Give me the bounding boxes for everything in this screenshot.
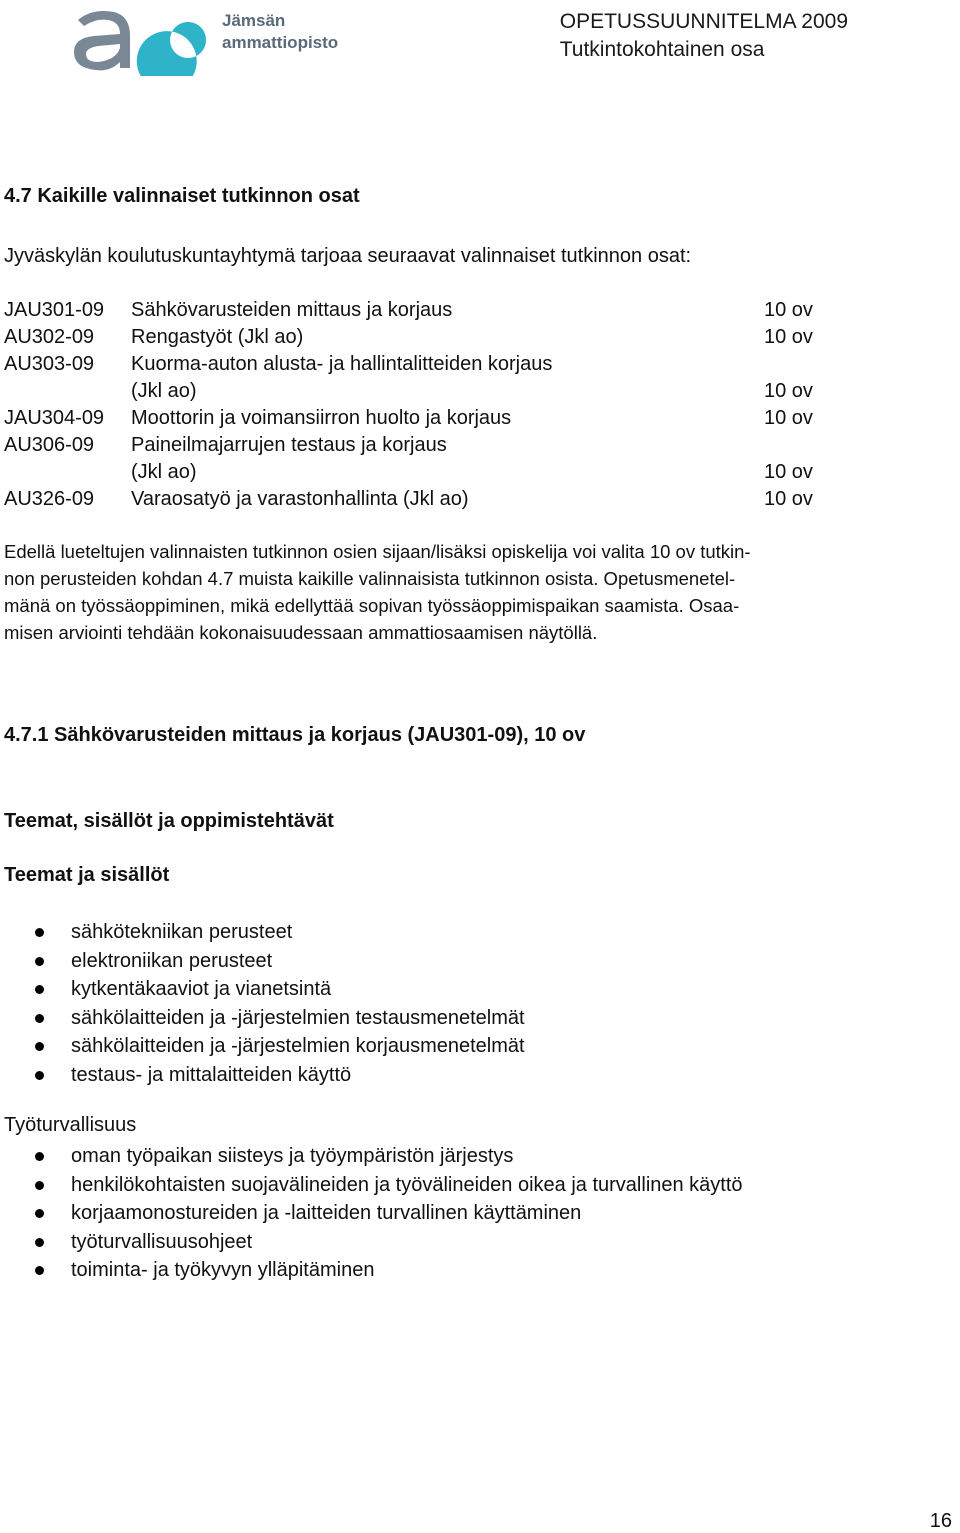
list-item [0, 1004, 525, 1033]
course-code: AU303-09 [4, 353, 95, 375]
course-row [0, 324, 960, 351]
course-row [0, 432, 960, 486]
course-credits: 10 ov [764, 461, 813, 483]
themes-heading: Teemat, sisällöt ja oppimistehtävät [4, 810, 334, 832]
list-item-text: testaus- ja mittalaitteiden käyttö [71, 1063, 352, 1086]
bullet-icon [35, 1014, 44, 1023]
bullet-icon [35, 1042, 44, 1051]
course-code: JAU301-09 [4, 299, 105, 321]
safety-list [0, 1142, 743, 1285]
paragraph-line: mänä on työssäoppiminen, mikä edellyttää sopivan työssäoppimispaikan saamista. Osaa- [4, 595, 740, 616]
description-paragraph [4, 538, 954, 646]
course-name-cont: (Jkl ao) [131, 380, 197, 402]
paragraph-line: non perusteiden kohdan 4.7 muista kaikille valinnaisista tutkinnon osista. Opetusmenetel- [4, 568, 736, 589]
list-item [0, 1061, 525, 1090]
course-name: Paineilmajarrujen testaus ja korjaus [131, 434, 447, 456]
list-item-text: korjaamonostureiden ja -laitteiden turvallinen käyttäminen [71, 1202, 582, 1225]
bullet-icon [35, 1152, 44, 1161]
list-item [0, 1142, 743, 1171]
list-item [0, 1199, 743, 1228]
bullet-icon [35, 1209, 44, 1218]
page-number: 16 [929, 1510, 952, 1532]
list-item-text: elektroniikan perusteet [71, 949, 273, 972]
bullet-icon [35, 985, 44, 994]
course-name: Sähkövarusteiden mittaus ja korjaus [131, 299, 453, 321]
document-title: OPETUSSUUNNITELMA 2009 [559, 10, 848, 33]
course-name: Varaosatyö ja varastonhallinta (Jkl ao) [131, 488, 469, 510]
list-item [0, 1171, 743, 1200]
contents-heading: Teemat ja sisällöt [4, 864, 170, 886]
paragraph-line: Edellä lueteltujen valinnaisten tutkinnon osien sijaan/lisäksi opiskelija voi valita 10 ov tutkin- [4, 541, 751, 562]
course-credits: 10 ov [764, 299, 813, 321]
logo-text-line2: ammattiopisto [222, 33, 339, 52]
course-code: AU306-09 [4, 434, 95, 456]
course-row [0, 405, 960, 432]
list-item-text: työturvallisuusohjeet [71, 1230, 253, 1253]
list-item [0, 918, 525, 947]
course-name: Rengastyöt (Jkl ao) [131, 326, 304, 348]
course-credits: 10 ov [764, 380, 813, 402]
document-header [560, 8, 848, 64]
list-item [0, 975, 525, 1004]
course-code: AU326-09 [4, 488, 95, 510]
bullet-icon [35, 1266, 44, 1275]
list-item [0, 1228, 743, 1257]
list-item-text: sähkölaitteiden ja -järjestelmien testausmenetelmät [71, 1006, 525, 1029]
bullet-icon [35, 1238, 44, 1247]
course-code: AU302-09 [4, 326, 95, 348]
course-name: Moottorin ja voimansiirron huolto ja korjaus [131, 407, 512, 429]
course-row [0, 486, 960, 513]
course-name-cont: (Jkl ao) [131, 461, 197, 483]
list-item-text: oman työpaikan siisteys ja työympäristön järjestys [71, 1145, 514, 1167]
list-item-text: kytkentäkaaviot ja vianetsintä [71, 978, 332, 1001]
bullet-icon [35, 1071, 44, 1080]
course-name: Kuorma-auton alusta- ja hallintalitteiden korjaus [131, 353, 553, 375]
bullet-icon [35, 928, 44, 937]
section-intro: Jyväskylän koulutuskuntayhtymä tarjoaa seuraavat valinnaiset tutkinnon osat: [4, 245, 692, 267]
list-item [0, 1032, 525, 1061]
document-subtitle: Tutkintokohtainen osa [559, 38, 765, 61]
logo-text-line1: Jämsän [222, 11, 286, 30]
safety-heading: Työturvallisuus [4, 1114, 137, 1136]
course-credits: 10 ov [764, 407, 813, 429]
logo-text [222, 10, 338, 54]
subsection-heading: 4.7.1 Sähkövarusteiden mittaus ja korjaus (JAU301-09), 10 ov [4, 724, 586, 746]
list-item-text: henkilökohtaisten suojavälineiden ja työvälineiden oikea ja turvallinen käyttö [71, 1173, 743, 1196]
course-code: JAU304-09 [4, 407, 105, 429]
contents-list [0, 918, 525, 1090]
list-item [0, 947, 525, 976]
section-heading: 4.7 Kaikille valinnaiset tutkinnon osat [4, 185, 360, 207]
list-item-text: toiminta- ja työkyvyn ylläpitäminen [71, 1259, 375, 1282]
list-item-text: sähkötekniikan perusteet [71, 921, 293, 943]
course-credits: 10 ov [764, 326, 813, 348]
paragraph-line: misen arviointi tehdään kokonaisuudessaan ammattiosaamisen näytöllä. [4, 622, 598, 643]
bullet-icon [35, 1181, 44, 1190]
course-credits: 10 ov [764, 488, 813, 510]
course-row [0, 351, 960, 405]
course-row [0, 297, 960, 324]
bullet-icon [35, 957, 44, 966]
list-item-text: sähkölaitteiden ja -järjestelmien korjausmenetelmät [71, 1035, 525, 1058]
list-item [0, 1256, 743, 1285]
